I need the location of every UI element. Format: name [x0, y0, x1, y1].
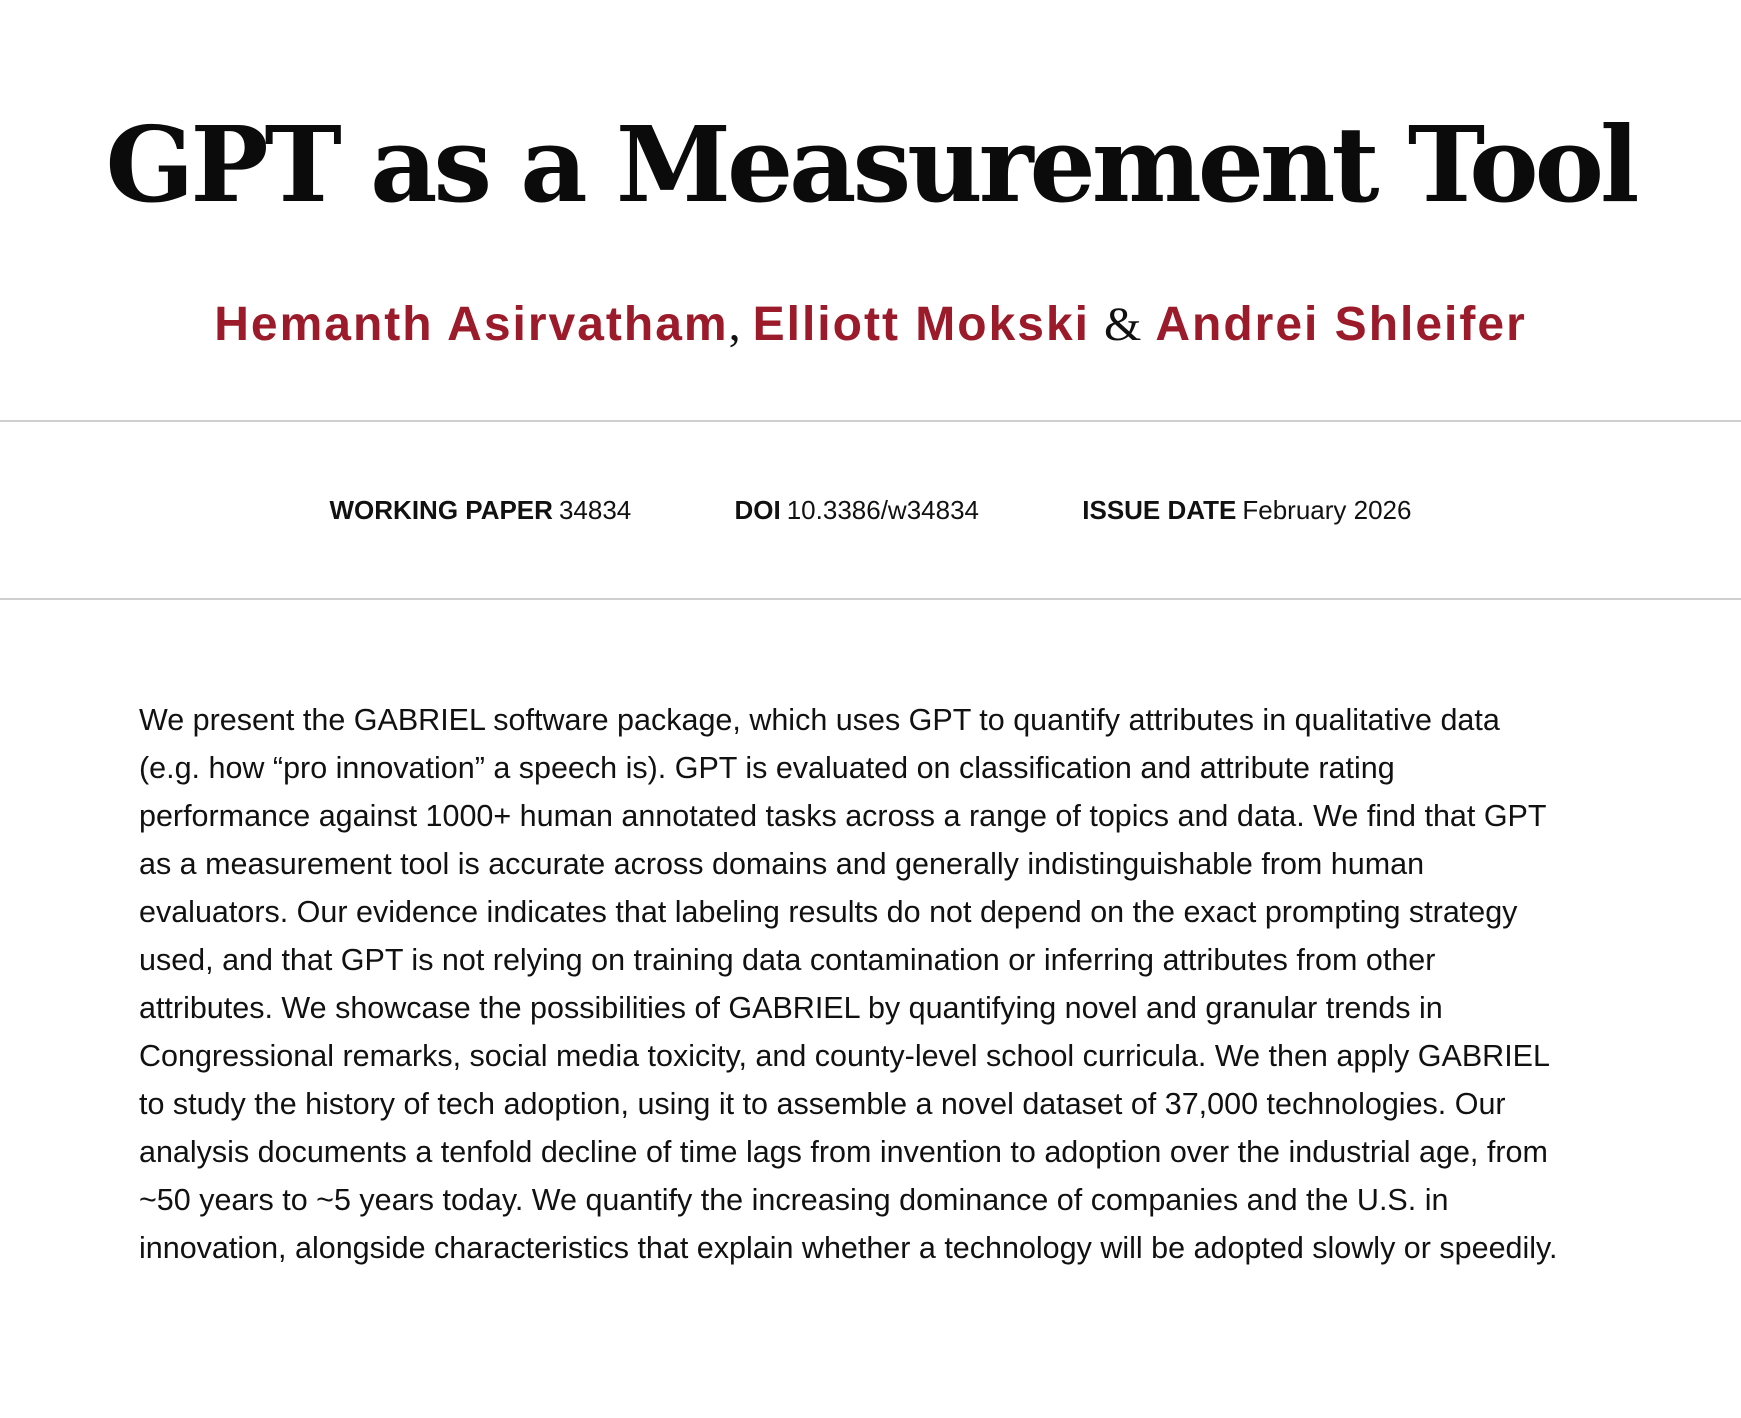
author-list	[0, 296, 1741, 354]
doi-value[interactable]: 10.3386/w34834	[786, 495, 980, 525]
author-link[interactable]: Andrei Shleifer	[1155, 298, 1527, 351]
doi-label: DOI	[734, 495, 781, 525]
abstract-text: We present the GABRIEL software package, which uses GPT to quantify attributes in qualitative data (e.g. how “pro innovation” a speech is). GPT is evaluated on classification and attribute rating performance against 1000+ human annotated tasks across a range of topics and data. We find that GPT as a measurement tool is accurate across domains and generally indistinguishable from human evaluators. Our evidence indicates that labeling results do not depend on the exact prompting strategy used, and that GPT is not relying on training data contamination or inferring attributes from other attributes. We showcase the possibilities of GABRIEL by quantifying novel and granular trends in Congressional remarks, social media toxicity, and county-level school curricula. We then apply GABRIEL to study the history of tech adoption, using it to assemble a novel dataset of 37,000 technologies. Our analysis documents a tenfold decline of time lags from invention to adoption over the industrial age, from ~50 years to ~5 years today. We quantify the increasing dominance of companies and the U.S. in innovation, alongside characteristics that explain whether a technology will be adopted slowly or speedily.	[139, 703, 1558, 1265]
author-link[interactable]: Hemanth Asirvatham	[214, 298, 729, 351]
author-link[interactable]: Elliott Mokski	[752, 298, 1090, 351]
working-paper-value: 34834	[558, 495, 632, 525]
doi	[734, 494, 979, 526]
divider-bottom	[0, 598, 1741, 600]
author-separator-ampersand: &	[1103, 298, 1142, 351]
paper-title: GPT as a Measurement Tool	[105, 103, 1636, 226]
issue-date	[1082, 494, 1411, 526]
divider-top	[0, 420, 1741, 422]
working-paper-label: WORKING PAPER	[329, 495, 553, 525]
issue-date-label: ISSUE DATE	[1082, 495, 1237, 525]
working-paper-number	[330, 494, 632, 526]
issue-date-value: February 2026	[1242, 495, 1412, 525]
author-separator-comma: ,	[728, 298, 741, 351]
paper-metadata	[0, 494, 1741, 526]
